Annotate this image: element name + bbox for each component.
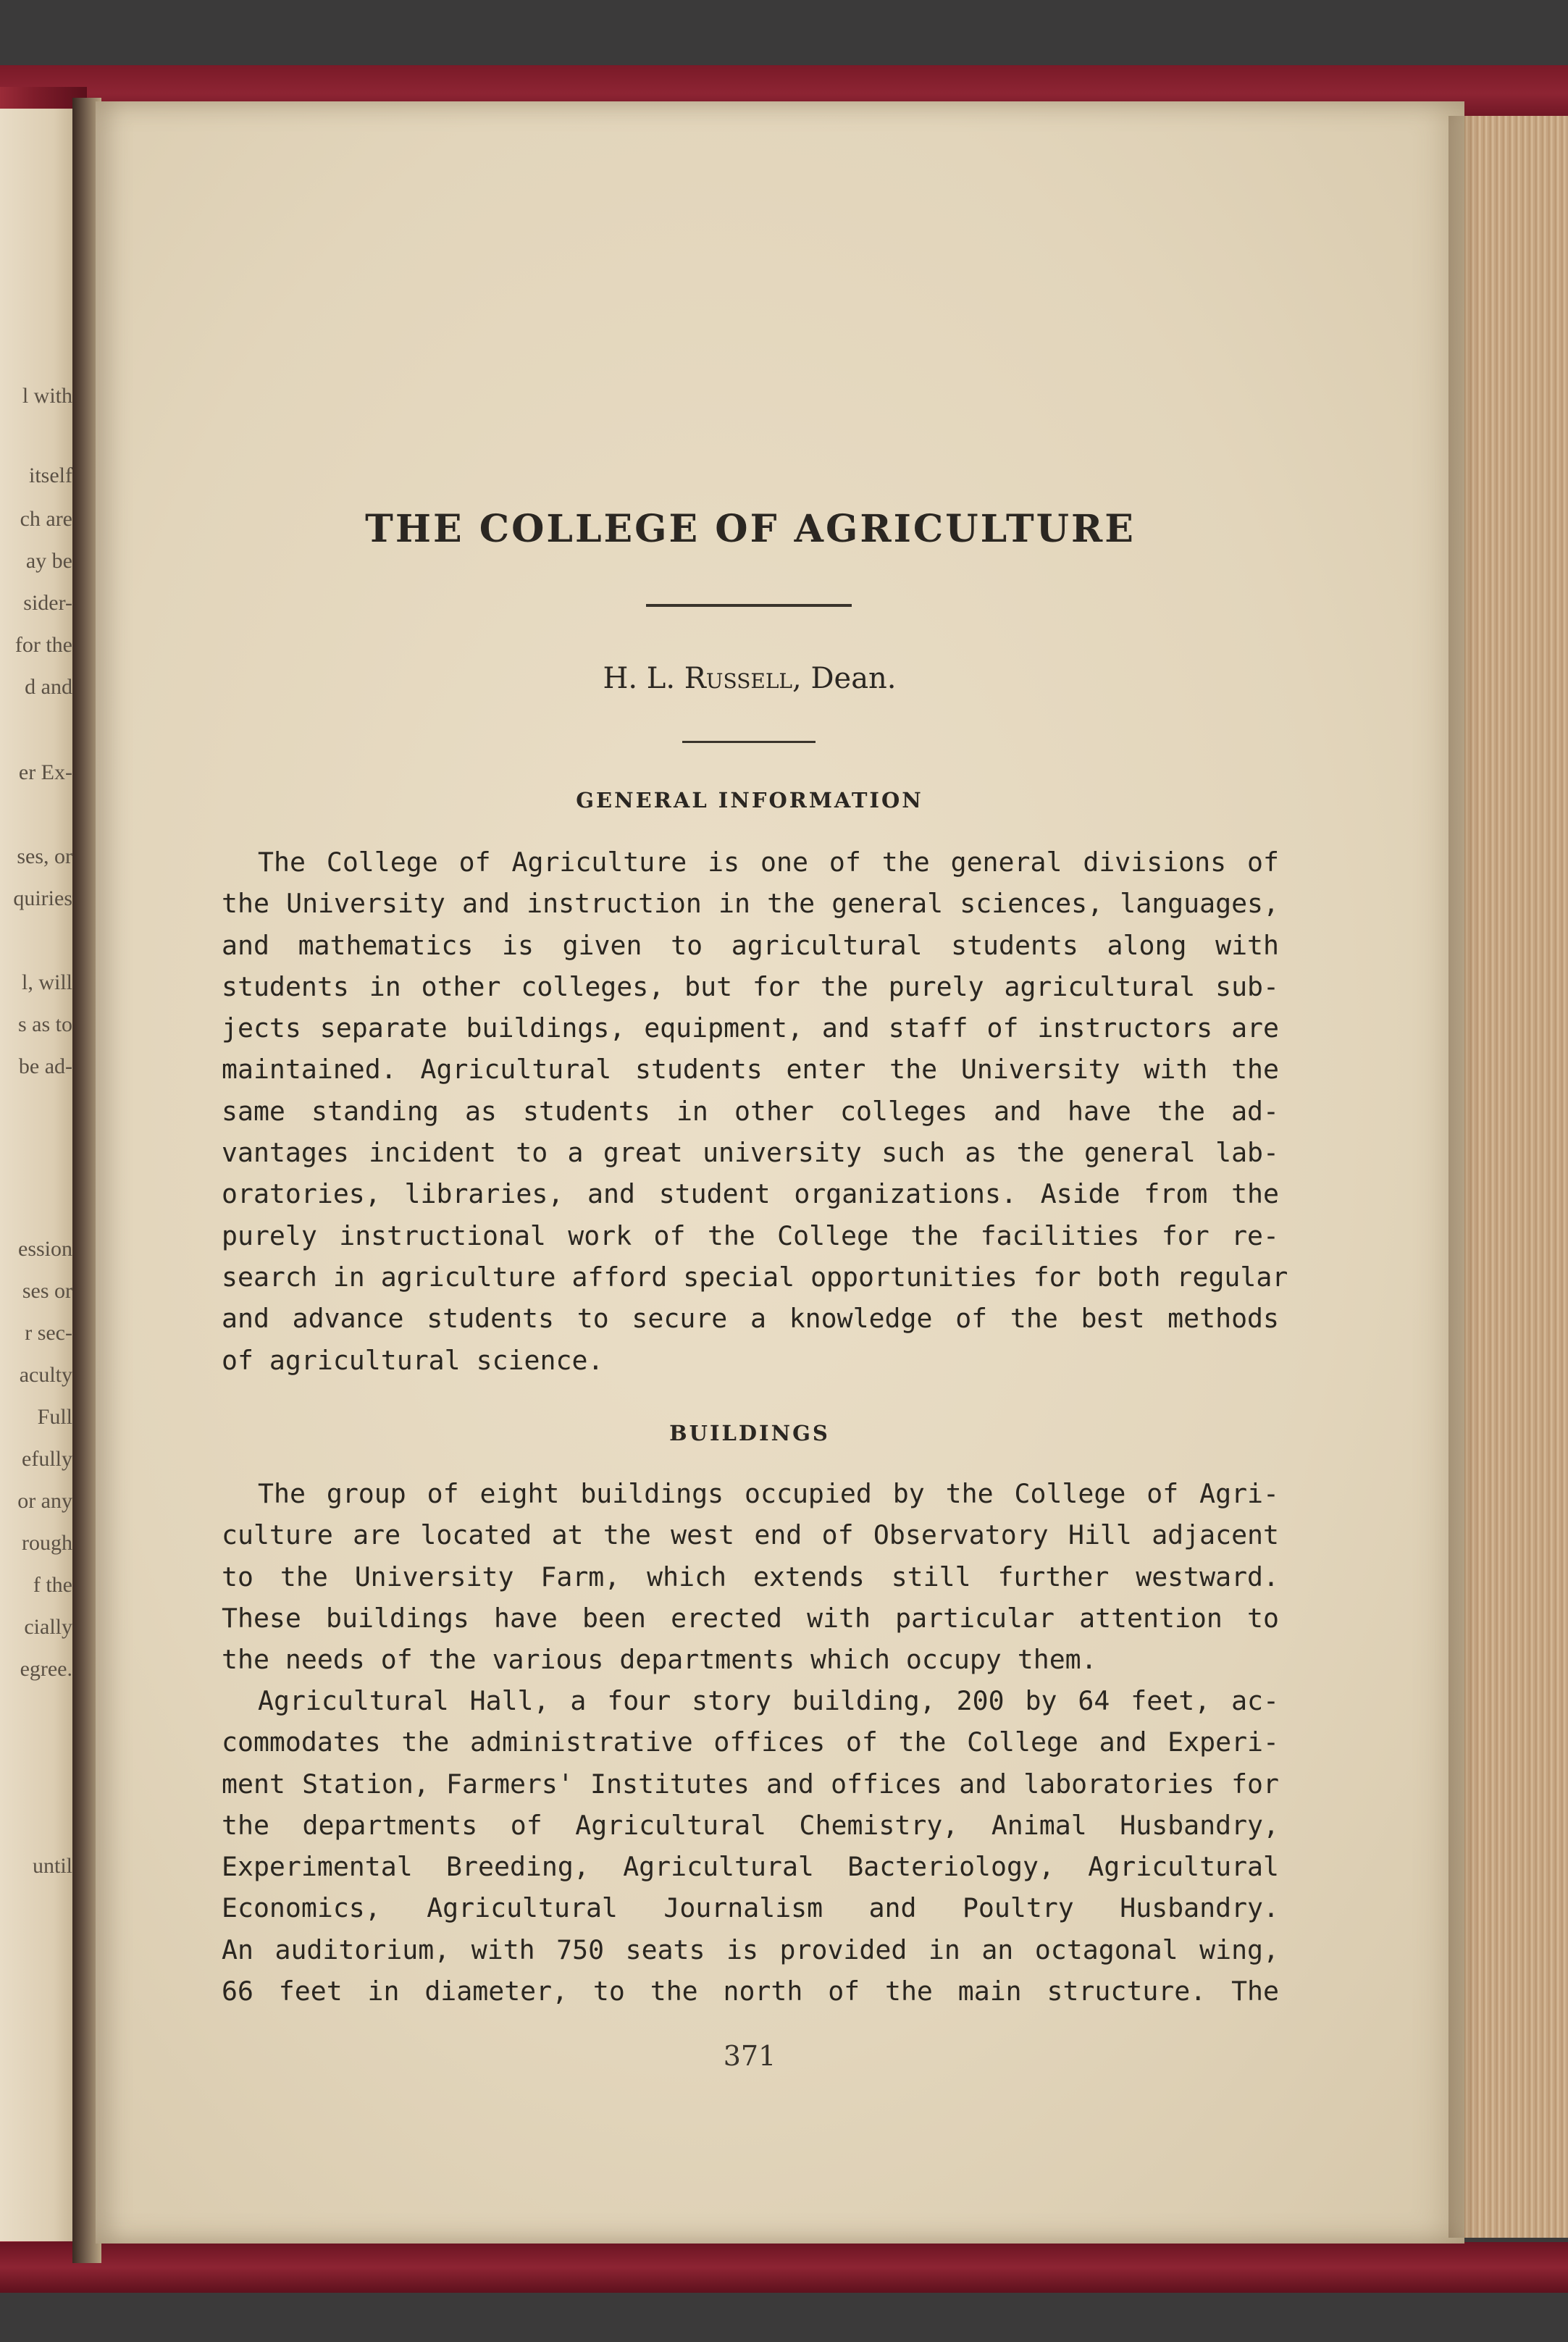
text-line: These buildings have been erected with particular attention to bbox=[222, 1602, 1279, 1634]
fragment-line: until bbox=[32, 1854, 72, 1878]
author-role: , Dean. bbox=[792, 662, 897, 695]
fragment-line: ay be bbox=[25, 549, 72, 573]
section-heading-general-information: GENERAL INFORMATION bbox=[576, 788, 923, 813]
text-line: to the University Farm, which extends still further westward. bbox=[222, 1561, 1279, 1592]
fragment-line: rough bbox=[22, 1531, 72, 1555]
text-line: maintained. Agricultural students enter the University with the bbox=[222, 1054, 1279, 1086]
text-line: culture are located at the west end of Observatory Hill adjacent bbox=[222, 1519, 1279, 1551]
text-line: The College of Agriculture is one of the general divisions of bbox=[258, 847, 1279, 878]
text-line: and advance students to secure a knowledge of the best methods bbox=[222, 1303, 1279, 1335]
text-line: purely instructional work of the College the facilities for re- bbox=[222, 1220, 1279, 1251]
fragment-line: r sec- bbox=[25, 1321, 72, 1345]
fragment-line: er Ex- bbox=[18, 760, 72, 784]
fragment-line: f the bbox=[33, 1573, 72, 1597]
buildings-paragraph-1 bbox=[222, 1473, 1279, 1680]
book-cover-bottom-edge bbox=[0, 2242, 1568, 2293]
fragment-line: be ad- bbox=[18, 1054, 72, 1078]
page-edge-shadow bbox=[1448, 116, 1477, 2238]
author-surname: Russell bbox=[684, 662, 793, 695]
fragment-line: d and bbox=[25, 675, 72, 699]
text-line: students in other colleges, but for the purely agricultural sub- bbox=[222, 970, 1279, 1002]
text-line: Experimental Breeding, Agricultural Bacteriology, Agricultural bbox=[222, 1851, 1279, 1883]
text-line: 66 feet in diameter, to the north of the main structure. The bbox=[222, 1976, 1279, 2007]
author-divider bbox=[682, 741, 816, 743]
buildings-paragraph-2 bbox=[222, 1680, 1279, 2012]
text-line: ment Station, Farmers' Institutes and offices and laboratories for bbox=[222, 1768, 1279, 1800]
chapter-title: THE COLLEGE OF AGRICULTURE bbox=[365, 507, 1136, 551]
fragment-line: egree. bbox=[20, 1657, 72, 1681]
facing-page-left bbox=[0, 109, 77, 2241]
fragment-line: s as to bbox=[18, 1012, 72, 1036]
text-line: and mathematics is given to agricultural students along with bbox=[222, 929, 1279, 961]
fragment-line: ch are bbox=[20, 507, 72, 531]
fragment-line: cially bbox=[24, 1615, 72, 1639]
text-line: Agricultural Hall, a four story building, 200 by 64 feet, ac- bbox=[258, 1685, 1279, 1716]
author-initials: H. L. bbox=[603, 662, 684, 695]
section-heading-buildings: BUILDINGS bbox=[669, 1421, 830, 1445]
fragment-line: ses or bbox=[22, 1279, 72, 1303]
text-line: commodates the administrative offices of the College and Experi- bbox=[222, 1726, 1279, 1758]
text-line: of agricultural science. bbox=[222, 1344, 604, 1376]
text-line: oratories, libraries, and student organizations. Aside from the bbox=[222, 1178, 1279, 1210]
fragment-line: for the bbox=[14, 633, 72, 657]
text-line: the University and instruction in the general sciences, languages, bbox=[222, 888, 1279, 920]
text-line: jects separate buildings, equipment, and staff of instructors are bbox=[222, 1012, 1279, 1044]
fragment-line: or any bbox=[17, 1489, 72, 1513]
text-line: same standing as students in other colleges and have the ad- bbox=[222, 1095, 1279, 1127]
fragment-line: quiries bbox=[13, 886, 72, 910]
page-number: 371 bbox=[723, 2040, 776, 2072]
text-line: search in agriculture afford special opportunities for both regular bbox=[222, 1261, 1288, 1293]
general-information-paragraph bbox=[222, 841, 1288, 1381]
text-line: vantages incident to a great university such as the general lab- bbox=[222, 1137, 1279, 1169]
text-line: Economics, Agricultural Journalism and Poultry Husbandry. bbox=[222, 1892, 1279, 1924]
text-line: the needs of the various departments which occupy them. bbox=[222, 1644, 1097, 1676]
fragment-line: sider- bbox=[23, 591, 72, 615]
fragment-line: Full bbox=[37, 1405, 72, 1429]
fragment-line: ession bbox=[18, 1237, 72, 1261]
author-line bbox=[362, 662, 1137, 695]
fragment-line: itself bbox=[29, 463, 72, 487]
text-line: An auditorium, with 750 seats is provided in an octagonal wing, bbox=[222, 1934, 1279, 1965]
text-line: The group of eight buildings occupied by the College of Agri- bbox=[258, 1478, 1279, 1509]
fragment-line: efully bbox=[22, 1447, 72, 1471]
fragment-line: l with bbox=[22, 384, 72, 408]
fragment-line: l, will bbox=[21, 970, 72, 994]
title-divider bbox=[646, 604, 852, 607]
fragment-line: ses, or bbox=[17, 844, 72, 868]
text-line: the departments of Agricultural Chemistry, Animal Husbandry, bbox=[222, 1809, 1279, 1841]
fragment-line: aculty bbox=[19, 1363, 72, 1387]
